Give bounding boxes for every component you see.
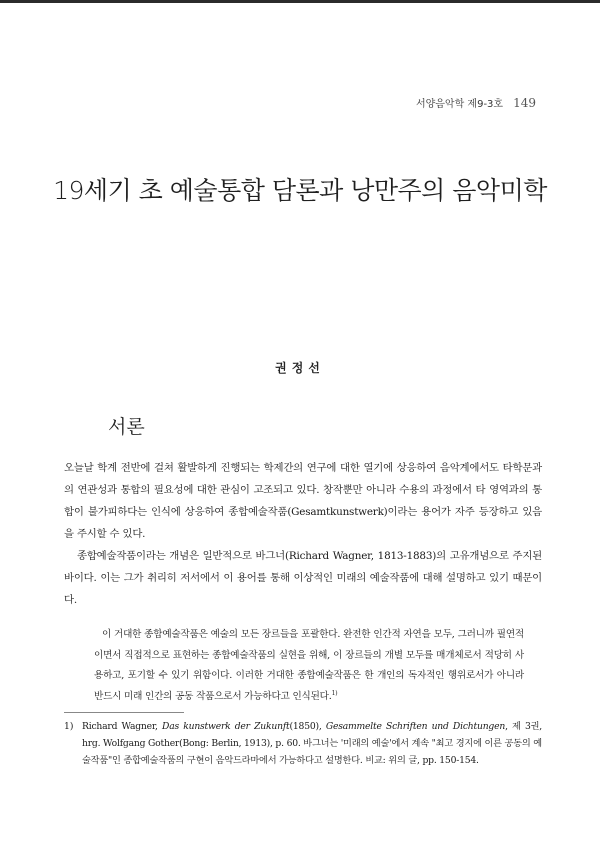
article-title: 19세기 초 예술통합 담론과 낭만주의 음악미학 (53, 176, 547, 205)
page-number: 149 (513, 96, 536, 110)
footnote-year: (1850), (289, 721, 326, 732)
footnote-number: 1) (64, 721, 74, 732)
block-quote-text: 이 거대한 종합예술작품은 예술의 모든 장르들을 포괄한다. 완전한 인간적 자연을 모두, 그러니까 필연적이면서 직접적으로 표현하는 종합예술작품의 실현을 위해, 이 장르들의 개별 모두를 매개체로서 적당히 사용하고, 포기할 수 있기 위함이다. 이러한 거대한 종합예술작품은 한 개인의 독자적인 행위로서가 아니라 반드시 미래 인간의 공동 작품으로서 가능하다고 인식된다. (94, 629, 524, 702)
footnote-text (82, 718, 542, 769)
top-border-line (0, 0, 600, 3)
block-quote (94, 625, 524, 707)
running-header (416, 95, 536, 110)
journal-name: 서양음악학 제9-3호 (415, 99, 504, 110)
footnote-work-title-1: Das kunstwerk der Zukunft (162, 721, 290, 732)
paragraph-2: 종합예술작품이라는 개념은 일반적으로 바그너(Richard Wagner, 1813-1883)의 고유개념으로 주지된 바이다. 이는 그가 취리히 저서에서 이 용어를 통해 이상적인 미래의 예술작품에 대해 설명하고 있기 때문이다. (64, 550, 542, 606)
footnote-rest: , 제 3권, hrg. Wolfgang Gother(Bong: Berlin, 1913), p. 60. 바그너는 '미래의 예술'에서 계속 "최고 경지에 이른 공동의 예술작품"인 종합예술작품의 구현이 음악드라마에서 가능하다고 설명한다. 비교: 위의 글, pp. 150-154. (82, 721, 542, 766)
footnote-author: Richard Wagner, (82, 721, 163, 732)
body-text (64, 457, 542, 611)
author-name: 권정선 (275, 361, 325, 375)
footnote-divider (64, 712, 184, 713)
paragraph-1: 오늘날 학계 전반에 걸쳐 활발하게 진행되는 학제간의 연구에 대한 열기에 상응하여 음악계에서도 타학문과의 연관성과 통합의 필요성에 대한 관심이 고조되고 있다. 창작뿐만 아니라 수용의 과정에서 타 영역과의 통합이 불가피하다는 인식에 상응하여 종합예술작품(Gesamtkunstwerk)이라는 용어가 자주 등장하고 있음을 주시할 수 있다. (64, 462, 542, 540)
footnote-work-title-2: Gesammelte Schriften und Dichtungen (325, 721, 506, 732)
section-heading-introduction: 서론 (108, 416, 145, 438)
footnote-reference[interactable]: 1) (331, 689, 338, 697)
footnote-1 (64, 718, 542, 769)
